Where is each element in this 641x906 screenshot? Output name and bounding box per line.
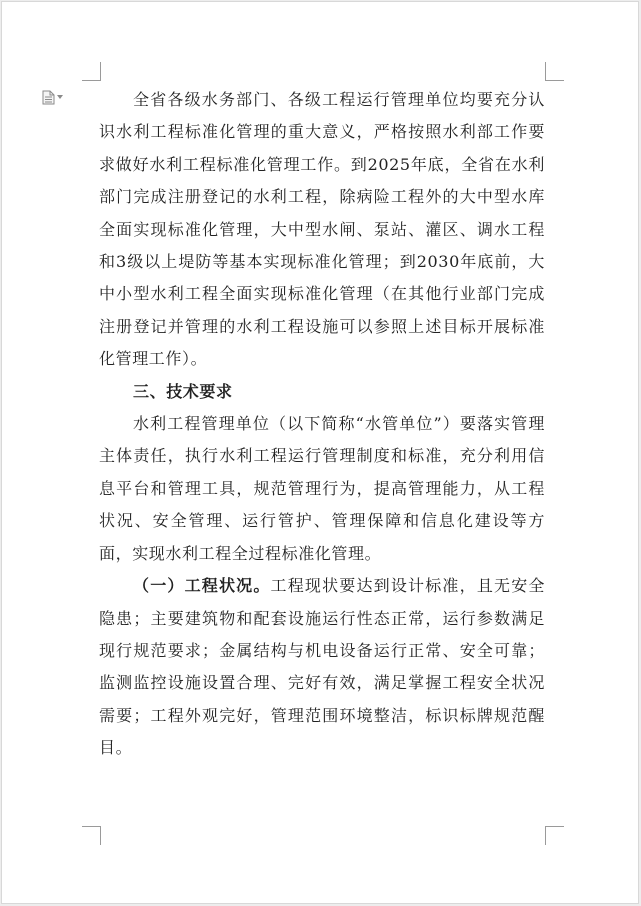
crop-mark-top-left <box>82 62 101 81</box>
paragraph-engineering-status <box>99 570 545 764</box>
section-heading-technical-requirements: 三、技术要求 <box>133 381 233 401</box>
document-page <box>1 1 639 904</box>
chevron-down-icon <box>57 95 63 99</box>
document-icon <box>42 90 55 105</box>
paragraph-goals: 全省各级水务部门、各级工程运行管理单位均要充分认识水利工程标准化管理的重大意义，严格按照水利部工作要求做好水利工程标准化管理工作。到2025年底，全省在水利部门完成注册登记的水利工程，除病险工程外的大中型水库全面实现标准化管理，大中型水闸、泵站、灌区、调水工程和3级以上堤防等基本实现标准化管理；到2030年底前，大中小型水利工程全面实现标准化管理（在其他行业部门完成注册登记并管理的水利工程设施可以参照上述目标开展标准化管理工作）。 <box>99 90 545 369</box>
paragraph-options-button[interactable] <box>42 89 68 105</box>
item-lead-engineering-status: （一）工程状况。 <box>133 576 271 596</box>
crop-mark-bottom-right <box>545 826 564 845</box>
paragraph-management-units: 水利工程管理单位（以下简称“水管单位”）要落实管理主体责任，执行水利工程运行管理制度和标准，充分利用信息平台和管理工具，规范管理行为，提高管理能力，从工程状况、安全管理、运行管护、管理保障和信息化建设等方面，实现水利工程全过程标准化管理。 <box>99 414 545 563</box>
crop-mark-bottom-left <box>82 826 101 845</box>
crop-mark-top-right <box>545 62 564 81</box>
document-body <box>99 84 545 765</box>
item-text-engineering-status: 工程现状要达到设计标准，且无安全隐患；主要建筑物和配套设施运行性态正常，运行参数满足现行规范要求；金属结构与机电设备运行正常、安全可靠；监测监控设施设置合理、完好有效，满足掌握工程安全状况需要；工程外观完好，管理范围环境整洁，标识标牌规范醒目。 <box>99 576 545 758</box>
